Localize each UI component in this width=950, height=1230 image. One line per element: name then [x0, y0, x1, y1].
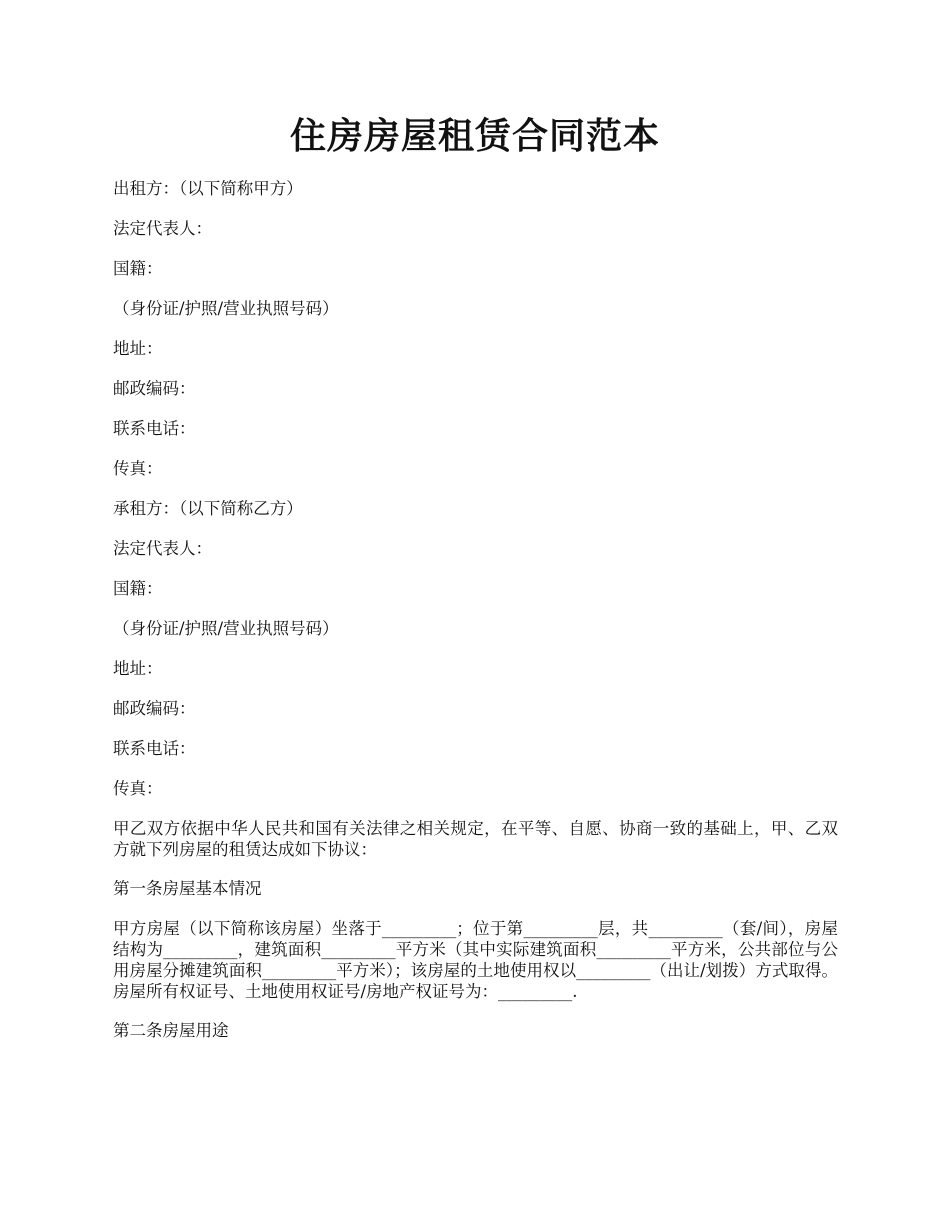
- lessee-legal-rep-line: 法定代表人：: [113, 539, 212, 558]
- lessee-name-line: 承租方：（以下简称乙方）: [113, 499, 303, 518]
- lessee-postcode-line: 邮政编码：: [113, 699, 196, 718]
- lessee-id-line: （身份证/护照/营业执照号码）: [113, 619, 339, 638]
- lessor-postcode-line: 邮政编码：: [113, 379, 196, 398]
- lessor-nationality-line: 国籍：: [113, 259, 163, 278]
- lessor-phone-line: 联系电话：: [113, 419, 196, 438]
- intro-paragraph: 甲乙双方依据中华人民共和国有关法律之相关规定，在平等、自愿、协商一致的基础上，甲、乙双方就下列房屋的租赁达成如下协议：: [113, 819, 838, 859]
- article-1-paragraph: 甲方房屋（以下简称该房屋）坐落于_________；位于第_________层，共_________（套/间），房屋结构为_________，建筑面积_________平方米（其中实际建筑面积_________平方米，公共部位与公用房屋分摊建筑面积_________平方米）；该房屋的土地使用权以_________（出让/划拨）方式取得。房屋所有权证号、土地使用权证号/房地产权证号为：_________.: [113, 919, 838, 1001]
- lessee-nationality-line: 国籍：: [113, 579, 163, 598]
- lessor-name-line: 出租方：（以下简称甲方）: [113, 179, 303, 198]
- lessor-id-line: （身份证/护照/营业执照号码）: [113, 299, 339, 318]
- document-title: 住房房屋租赁合同范本: [289, 115, 660, 157]
- lessor-legal-rep-line: 法定代表人：: [113, 219, 212, 238]
- article-2-heading: 第二条房屋用途: [113, 1021, 229, 1040]
- lessee-phone-line: 联系电话：: [113, 739, 196, 758]
- document-body: [113, 178, 838, 1060]
- lessor-fax-line: 传真：: [113, 459, 163, 478]
- article-1-heading: 第一条房屋基本情况: [113, 879, 262, 898]
- lessee-address-line: 地址：: [113, 659, 163, 678]
- lessor-address-line: 地址：: [113, 339, 163, 358]
- lessee-fax-line: 传真：: [113, 779, 163, 798]
